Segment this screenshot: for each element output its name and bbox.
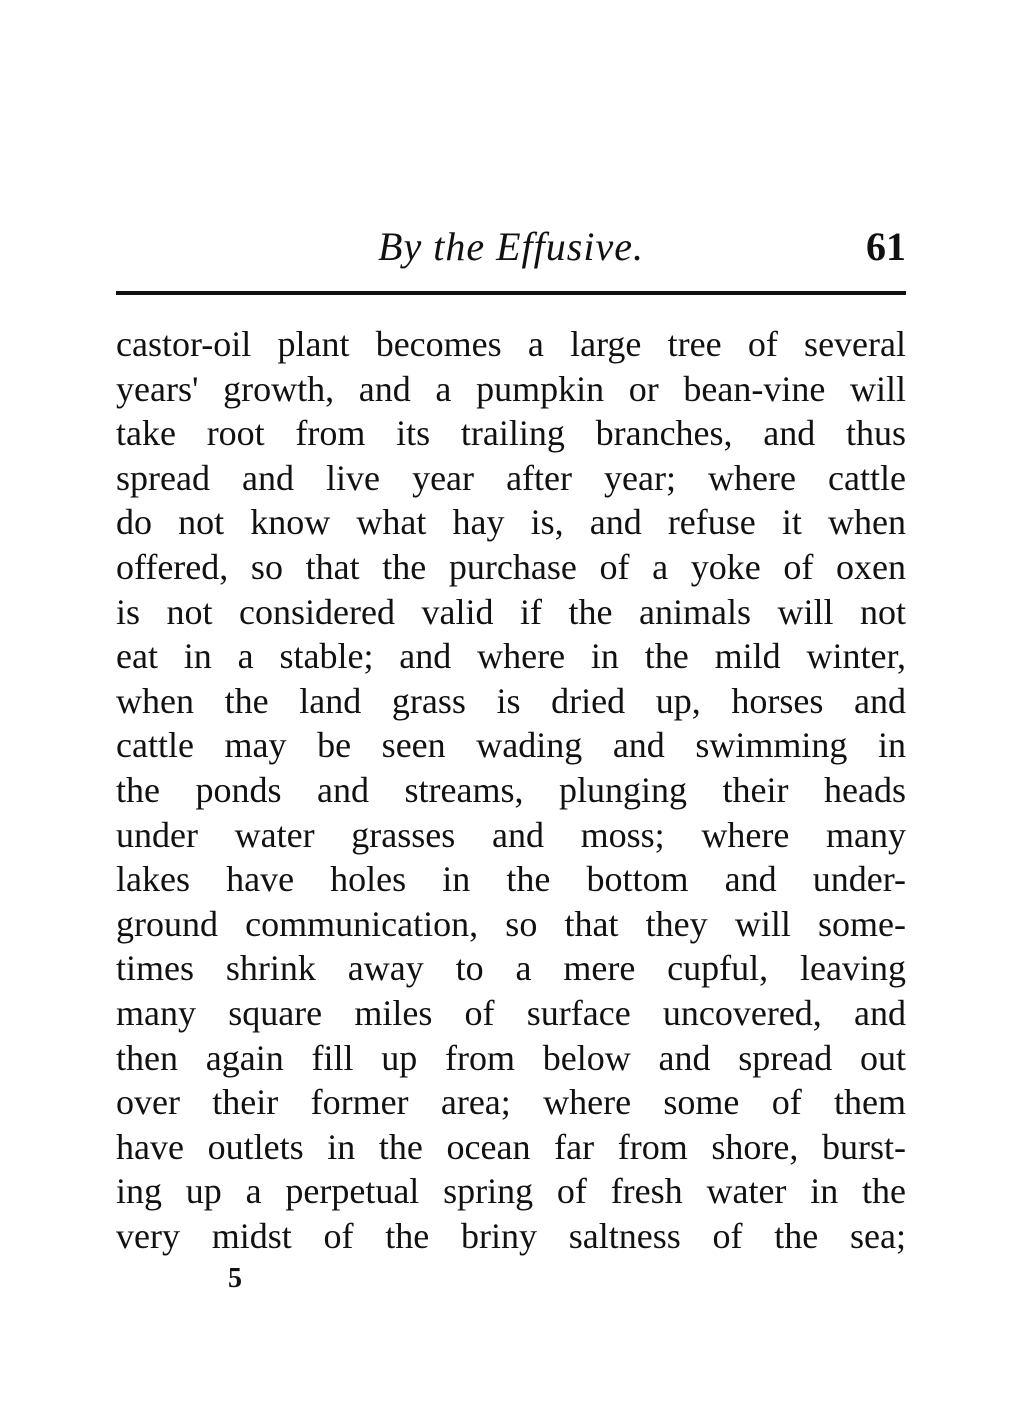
text-line-content: ground communication, so that they will some- [116, 903, 906, 944]
text-line-content: spread and live year after year; where cattle [116, 457, 906, 498]
text-line [116, 545, 906, 590]
text-line-content: under water grasses and moss; where many [116, 814, 906, 855]
text-line-content: the ponds and streams, plunging their heads [116, 769, 906, 810]
text-line [116, 946, 906, 991]
text-line-content: then again fill up from below and spread out [116, 1037, 906, 1078]
text-line-content: eat in a stable; and where in the mild winter, [116, 636, 906, 677]
text-line [116, 768, 906, 813]
text-line [116, 634, 906, 679]
text-line-content: cattle may be seen wading and swimming in [116, 725, 906, 766]
text-line [116, 590, 906, 635]
signature-mark: 5 [228, 1263, 242, 1294]
text-line [116, 1036, 906, 1081]
text-line [116, 679, 906, 724]
text-line-content: lakes have holes in the bottom and under- [116, 859, 906, 900]
text-line [116, 1214, 906, 1259]
text-line-content: is not considered valid if the animals will not [116, 591, 906, 632]
text-line [116, 857, 906, 902]
text-line-content: castor-oil plant becomes a large tree of several [116, 324, 906, 364]
page-number: 61 [866, 224, 906, 269]
text-line [116, 411, 906, 456]
text-line [116, 322, 906, 367]
body-text [116, 322, 906, 1258]
text-line-content: take root from its trailing branches, and thus [116, 413, 906, 454]
text-line-content: ing up a perpetual spring of fresh water in the [116, 1171, 906, 1212]
text-line-content: do not know what hay is, and refuse it when [116, 502, 906, 543]
text-line [116, 1125, 906, 1170]
running-title: By the Effusive. [378, 224, 644, 269]
text-line [116, 1080, 906, 1125]
text-line-content: when the land grass is dried up, horses and [116, 680, 906, 721]
text-line-content: over their former area; where some of them [116, 1082, 906, 1123]
text-line [116, 456, 906, 501]
text-line [116, 1169, 906, 1214]
text-line-content: many square miles of surface uncovered, and [116, 992, 906, 1033]
text-line-content: times shrink away to a mere cupful, leaving [116, 948, 906, 989]
text-line [116, 723, 906, 768]
text-line-content: have outlets in the ocean far from shore, burst- [116, 1126, 906, 1167]
text-line [116, 367, 906, 412]
running-head [116, 222, 906, 272]
text-line [116, 991, 906, 1036]
text-line [116, 500, 906, 545]
header-rule [116, 291, 906, 295]
text-line [116, 813, 906, 858]
text-line-content: offered, so that the purchase of a yoke of oxen [116, 546, 906, 587]
text-line-content: very midst of the briny saltness of the sea; [116, 1215, 906, 1256]
text-line-content: years' growth, and a pumpkin or bean-vine will [116, 368, 906, 409]
text-line [116, 902, 906, 947]
